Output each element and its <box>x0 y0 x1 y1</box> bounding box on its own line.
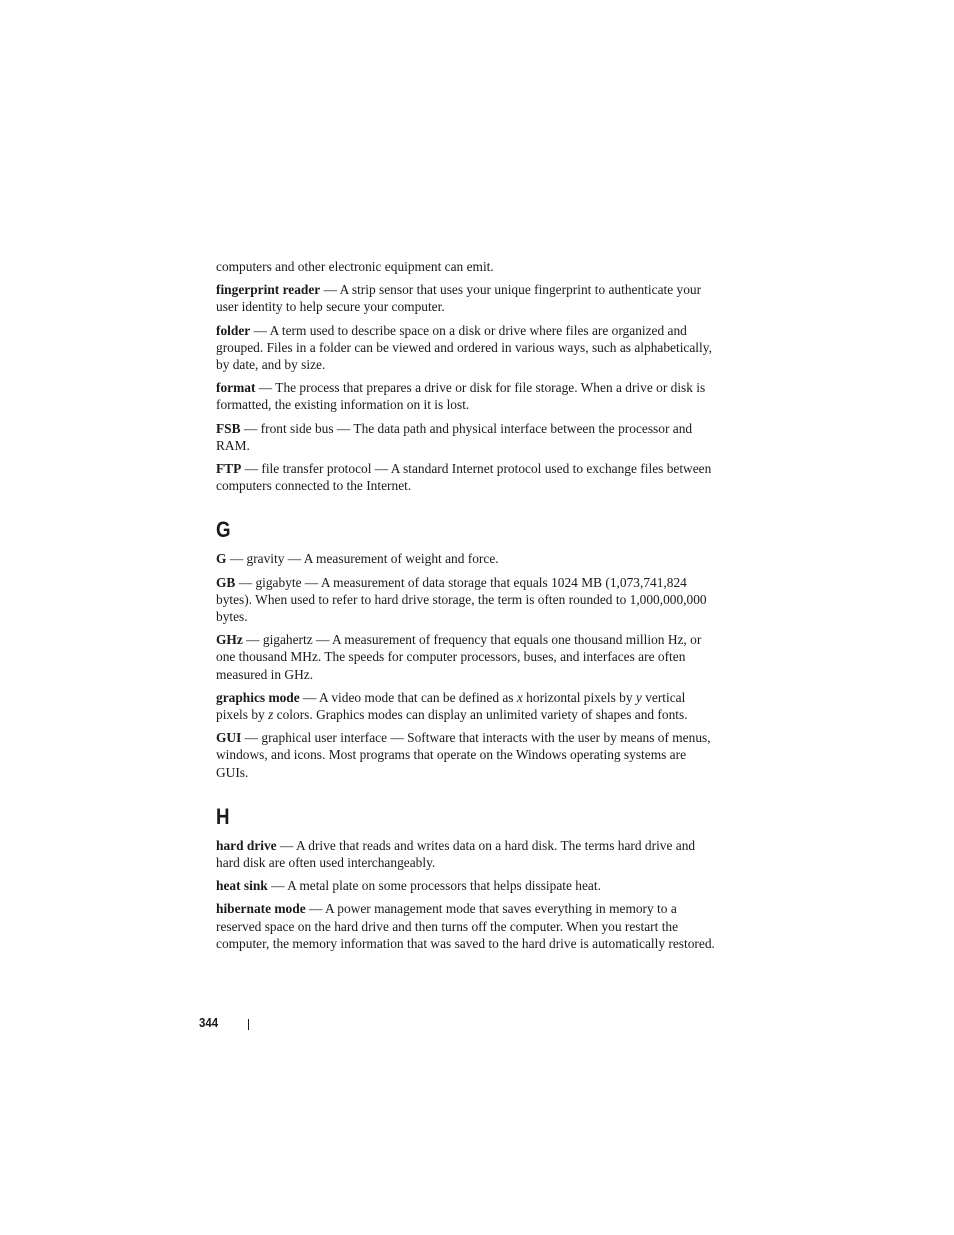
glossary-definition: — gigahertz — A measurement of frequency that equals one thousand million Hz, or one thousand MHz. The speeds for computer processors, buses, and interfaces are often measured in GHz. <box>216 632 702 682</box>
glossary-definition: — A strip sensor that uses your unique fingerprint to authenticate your user identity to help secure your computer. <box>216 282 702 315</box>
glossary-definition: — A metal plate on some processors that helps dissipate heat. <box>267 878 601 894</box>
footer-divider <box>248 1019 249 1030</box>
glossary-definition: horizontal pixels by <box>522 689 636 705</box>
glossary-term: folder <box>216 322 251 338</box>
glossary-definition: vertical pixels by <box>216 689 686 723</box>
glossary-entry <box>216 574 716 626</box>
glossary-entry <box>216 631 716 683</box>
section-heading-h: H <box>216 803 230 829</box>
section-heading-g: G <box>216 517 231 543</box>
glossary-definition: — A power management mode that saves everything in memory to a reserved space on the hard drive and then turns off the computer. When you restart the computer, the memory information that was saved to the hard drive is automatically restored. <box>216 901 715 951</box>
glossary-definition: — gigabyte — A measurement of data storage that equals 1024 MB (1,073,741,824 bytes). When used to refer to hard drive storage, the term is often rounded to 1,000,000,000 bytes. <box>216 574 707 625</box>
glossary-term: G <box>216 551 227 567</box>
glossary-term: GUI <box>216 730 242 746</box>
glossary-entry <box>216 550 716 567</box>
glossary-entry <box>216 877 716 894</box>
glossary-term: GB <box>216 574 236 590</box>
glossary-entry <box>216 281 716 315</box>
glossary-term: GHz <box>216 632 243 648</box>
glossary-content <box>216 258 716 958</box>
glossary-term: graphics mode <box>216 689 300 705</box>
glossary-entry <box>216 729 716 781</box>
glossary-definition: — A drive that reads and writes data on a hard disk. The terms hard drive and hard disk are often used interchangeably. <box>216 837 696 871</box>
glossary-term: heat sink <box>216 878 268 894</box>
variable-text: x <box>516 689 523 705</box>
glossary-sections <box>216 281 716 952</box>
page-number: 344 <box>199 1015 219 1030</box>
glossary-term: FTP <box>216 461 242 477</box>
glossary-entry <box>216 837 716 871</box>
glossary-term: hard drive <box>216 837 277 853</box>
glossary-definition: — gravity — A measurement of weight and force. <box>226 551 499 567</box>
glossary-definition: — file transfer protocol — A standard Internet protocol used to exchange files between computers connected to the Internet. <box>216 461 712 494</box>
glossary-term: hibernate mode <box>216 901 306 917</box>
glossary-definition: — The process that prepares a drive or disk for file storage. When a drive or disk is formatted, the existing information on it is lost. <box>216 380 706 413</box>
glossary-definition: — front side bus — The data path and physical interface between the processor and RAM. <box>216 420 693 453</box>
glossary-definition: — graphical user interface — Software that interacts with the user by means of menus, windows, and icons. Most programs that operate on the Windows operating systems are GUIs. <box>216 730 711 780</box>
glossary-definition: colors. Graphics modes can display an unlimited variety of shapes and fonts. <box>273 707 688 723</box>
glossary-entry <box>216 420 716 454</box>
glossary-entry <box>216 322 716 374</box>
continuation-text: computers and other electronic equipment can emit. <box>216 259 494 274</box>
glossary-term: FSB <box>216 420 241 436</box>
variable-text: y <box>635 689 642 705</box>
glossary-entry <box>216 379 716 413</box>
glossary-definition: — A term used to describe space on a disk or drive where files are organized and grouped. Files in a folder can be viewed and ordered in various ways, such as alphabetically, by date, and by size. <box>216 322 712 373</box>
glossary-definition: — A video mode that can be defined as <box>299 689 517 705</box>
glossary-term: format <box>216 380 256 396</box>
variable-text: z <box>268 707 274 723</box>
glossary-entry <box>216 460 716 494</box>
glossary-entry <box>216 689 716 723</box>
glossary-term: fingerprint reader <box>216 282 321 298</box>
glossary-entry <box>216 900 716 952</box>
